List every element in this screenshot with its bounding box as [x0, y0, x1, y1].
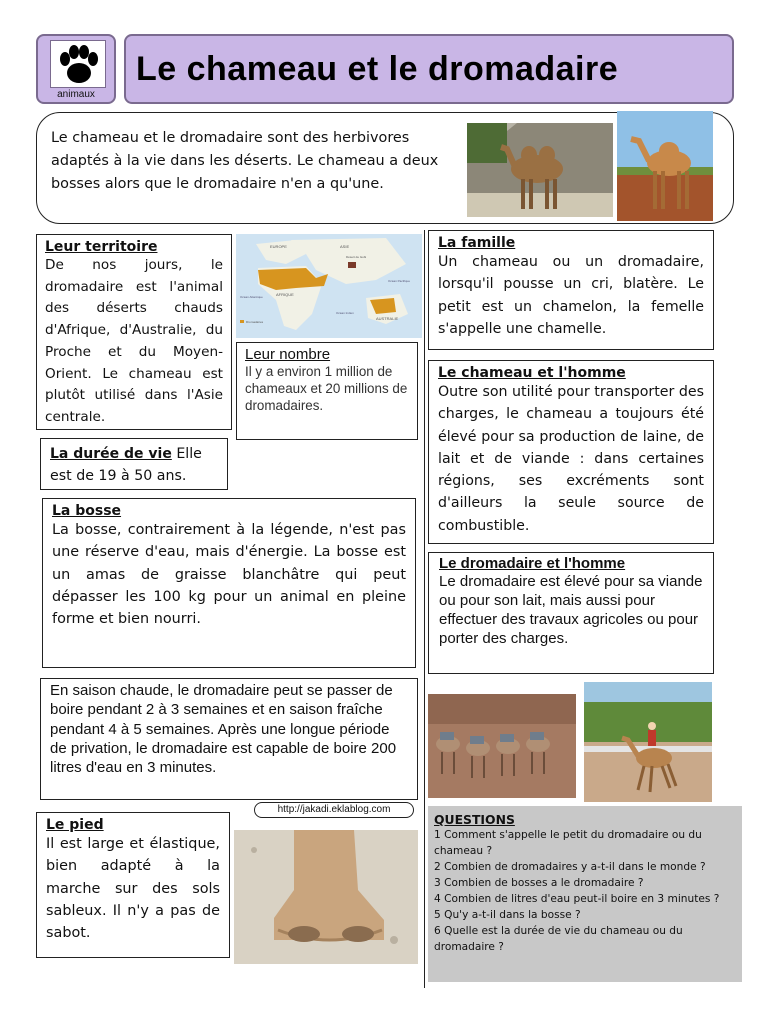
questions-panel — [428, 806, 742, 982]
number-heading: Leur nombre — [245, 346, 331, 363]
map-label-atlantique: Océan Atlantique — [240, 295, 263, 299]
territory-text: De nos jours, le dromadaire est l'animal des déserts chauds d'Afrique, d'Australie, du Proche et du Moyen-Orient. Le chameau est plutôt utilisé dans l'Asie centrale. — [45, 257, 223, 425]
question-item: 5 Qu'y a-t-il dans la bosse ? — [434, 909, 581, 921]
map-label-asie: ASIE — [340, 244, 350, 249]
foot-heading: Le pied — [46, 817, 104, 833]
paw-icon — [50, 40, 106, 88]
camel-foot-photo — [234, 830, 418, 964]
column-divider — [424, 230, 425, 988]
hump-heading: La bosse — [52, 503, 122, 519]
dromedary-and-man-section — [428, 552, 714, 674]
camel-and-man-heading: Le chameau et l'homme — [438, 365, 626, 381]
camel-and-man-text: Outre son utilité pour transporter des charges, le chameau a toujours été élevé pour sa production de laine, de lait et de viande : dans certaines régions, ses excréments sont d'ailleurs la seule source de combustible. — [438, 384, 705, 534]
page-title: Le chameau et le dromadaire — [136, 50, 619, 88]
map-legend: Dromadaires — [246, 320, 264, 324]
lifespan-heading: La durée de vie — [50, 446, 172, 462]
lifespan-text: Elle est de 19 à 50 ans. — [50, 446, 202, 485]
foot-text: Il est large et élastique, bien adapté à la marche sur des sols sableux. Il n'y a pas de sabot. — [46, 836, 220, 942]
bactrian-camel-photo — [467, 123, 613, 217]
hump-section — [42, 498, 416, 668]
question-item: 6 Quelle est la durée de vie du chameau ou du dromadaire ? — [434, 925, 683, 953]
family-text: Un chameau ou un dromadaire, lorsqu'il pousse un cri, blatère. Le petit est un chamelon, la femelle s'appelle une chamelle. — [438, 254, 704, 337]
map-label-pacifique: Océan Pacifique — [388, 279, 411, 283]
season-section — [40, 678, 418, 800]
category-label: animaux — [57, 89, 95, 100]
number-text: Il y a environ 1 million de chameaux et 20 millions de dromadaires. — [245, 364, 408, 413]
hump-text: La bosse, contrairement à la légende, n'est pas une réserve d'eau, mais d'énergie. La bosse est un amas de graisse blanchâtre qui peut dépasser les 100 kg pour un animal en pleine forme et bien nourri. — [52, 522, 406, 628]
source-url[interactable]: http://jakadi.eklablog.com — [254, 802, 414, 818]
family-heading: La famille — [438, 235, 516, 251]
dromedary-and-man-text: Le dromadaire est élevé pour sa viande ou pour son lait, mais aussi pour effectuer des travaux agricoles ou pour porter des charges. — [439, 573, 703, 647]
territory-heading: Leur territoire — [45, 239, 158, 255]
caravan-photo — [428, 694, 576, 798]
question-item: 4 Combien de litres d'eau peut-il boire en 3 minutes ? — [434, 893, 720, 905]
map-label-europe: EUROPE — [270, 244, 287, 249]
dromedary-photo — [617, 111, 713, 221]
question-item: 1 Comment s'appelle le petit du dromadaire ou du chameau ? — [434, 829, 702, 857]
questions-heading: QUESTIONS — [434, 812, 515, 827]
lifespan-section — [40, 438, 228, 490]
question-item: 3 Combien de bosses a le dromadaire ? — [434, 877, 644, 889]
intro-panel — [36, 112, 734, 224]
map-label-australie: AUSTRALIE — [376, 316, 399, 321]
territory-section — [36, 234, 232, 430]
camel-race-photo — [584, 682, 712, 802]
dromedary-and-man-heading: Le dromadaire et l'homme — [439, 555, 626, 572]
distribution-map — [236, 234, 422, 338]
map-label-indien: Océan Indien — [336, 311, 354, 315]
foot-section — [36, 812, 230, 958]
category-badge — [36, 34, 116, 104]
intro-text: Le chameau et le dromadaire sont des herbivores adaptés à la vie dans les déserts. Le chameau a deux bosses alors que le dromadaire n'en a qu'une. — [51, 130, 439, 192]
family-section — [428, 230, 714, 350]
number-section — [236, 342, 418, 440]
season-text: En saison chaude, le dromadaire peut se passer de boire pendant 2 à 3 semaines et en saison fraîche pendant 4 à 5 semaines. Après une longue période de privation, le dromadaire est capable de boire 200 litres d'eau en 3 minutes. — [50, 682, 397, 777]
question-item: 2 Combien de dromadaires y a-t-il dans le monde ? — [434, 861, 706, 873]
title-banner — [124, 34, 734, 104]
camel-and-man-section — [428, 360, 714, 544]
map-label-afrique: AFRIQUE — [276, 292, 294, 297]
map-label-gobi: Désert de Gobi — [346, 255, 367, 259]
